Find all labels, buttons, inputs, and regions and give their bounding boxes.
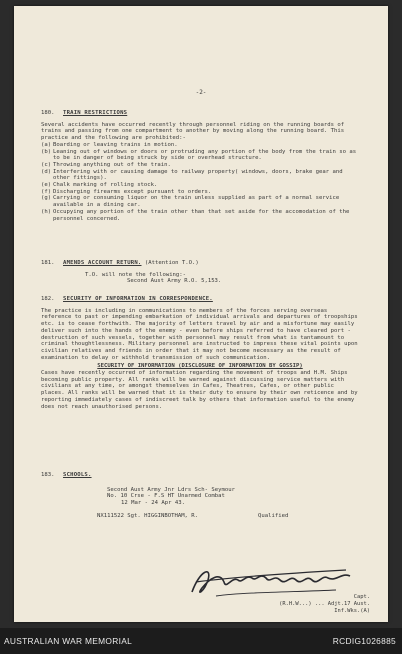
sub-heading: SECURITY OF INFORMATION (DISCLOSURE OF INFORMATION BY GOSSIP) <box>97 363 303 370</box>
list-item: (h) Occupying any portion of the train other than that set aside for the accomodation of the personnel concerned. <box>41 208 350 222</box>
section-180 <box>41 110 359 222</box>
signature-line: (R.H.W...) ... Adjt.17 Aust. <box>279 601 370 607</box>
signature-rank: Capt. <box>353 594 370 600</box>
footer-institution: AUSTRALIAN WAR MEMORIAL <box>4 636 133 646</box>
page-number: -2- <box>195 89 207 96</box>
list-item: (g) Carrying or consuming liquor on the train unless supplied as part of a normal service available in a dining car. <box>41 195 340 209</box>
section-attention: (Attention T.O.) <box>144 260 199 266</box>
section-181 <box>41 260 359 285</box>
course-line: No. 10 Crse - F.S HT Unarmed Combat <box>107 493 225 500</box>
list-item: (d) Interfering with or causing damage to railway property( windows, doors, brake gear and other fittings). <box>41 168 343 182</box>
entry-status: Qualified <box>258 512 289 519</box>
document-page <box>14 6 388 622</box>
section-number: 182. <box>41 296 55 302</box>
section-182 <box>41 296 359 410</box>
sub-body: Cases have recently occurred of information regarding the movement of troops and H.M. Ships becoming public property. All ranks will be warned against discussing service matters with civilians at any time, or amongst themselves in Cafes, Theatres, Cafes, or other public places. All ranks will be warned that it is their duty to ensure by their own reticence and by reporting immediately cases of indiscreet talk by others that information useful to the enemy does not reach unauthorised persons. <box>41 370 361 410</box>
section-number: 180. <box>41 110 55 116</box>
list-item: (e) Chalk marking of rolling stock. <box>41 182 158 189</box>
list-item: (b) Leaning out of windows or doors or protruding any portion of the body from the train so as to be in danger of being struck by side or overhead structure. <box>41 148 357 162</box>
section-heading: TRAIN RESTRICTIONS <box>63 110 128 116</box>
section-heading: SECURITY OF INFORMATION IN CORRESPONDENCE. <box>63 296 213 302</box>
signature-line: Inf.Wks.(A) <box>334 608 370 614</box>
list-item: (c) Throwing anything out of the train. <box>41 161 171 168</box>
list-item: (a) Boarding or leaving trains in motion. <box>41 141 178 148</box>
section-line: T.O. will note the following:- <box>85 271 187 278</box>
footer-record-id: RCDIG1026885 <box>332 636 396 646</box>
archive-footer <box>0 628 402 654</box>
course-line: Second Aust Army Jnr Ldrs Sch- Seymour <box>107 486 235 493</box>
section-183 <box>41 472 359 520</box>
section-body: The practice is including in communications to members of the forces serving overseas reference to past or impending embarkation of individual arrivals and departures of troopships etc. is to cease forthwith. The majority of letters travel by air and a misfortune may easily deliver such into the hands of the enemy - even before ships referred to have cleared port - destruction of such vessels, together with personnel may result from what is tantamount to criminal thoughtlessness. Military personnel are instructed to impress these vital points upon civilian relatives and friends in order that it may not become necessary as the result of examination to delay or withhold transmission of such communication. <box>41 307 361 361</box>
section-heading: AMENDS ACCOUNT RETURN. <box>63 260 142 266</box>
course-entry <box>41 513 359 520</box>
course-line: 12 Mar - 24 Apr 43. <box>121 500 185 507</box>
section-intro: Several accidents have occurred recently through personnel riding on the running boards of trains and passing from one compartment to another by moving along the running board. This practice and the following are prohibited:- <box>41 121 348 142</box>
section-heading: SCHOOLS. <box>63 472 92 478</box>
list-item: (f) Discharging firearms except pursuant to orders. <box>41 188 212 195</box>
section-number: 181. <box>41 260 55 266</box>
section-number: 183. <box>41 472 55 478</box>
section-line: Second Aust Army R.O. 5,153. <box>127 278 222 285</box>
entry-name: NX111522 Sgt. HIGGINBOTHAM, R. <box>97 512 199 519</box>
